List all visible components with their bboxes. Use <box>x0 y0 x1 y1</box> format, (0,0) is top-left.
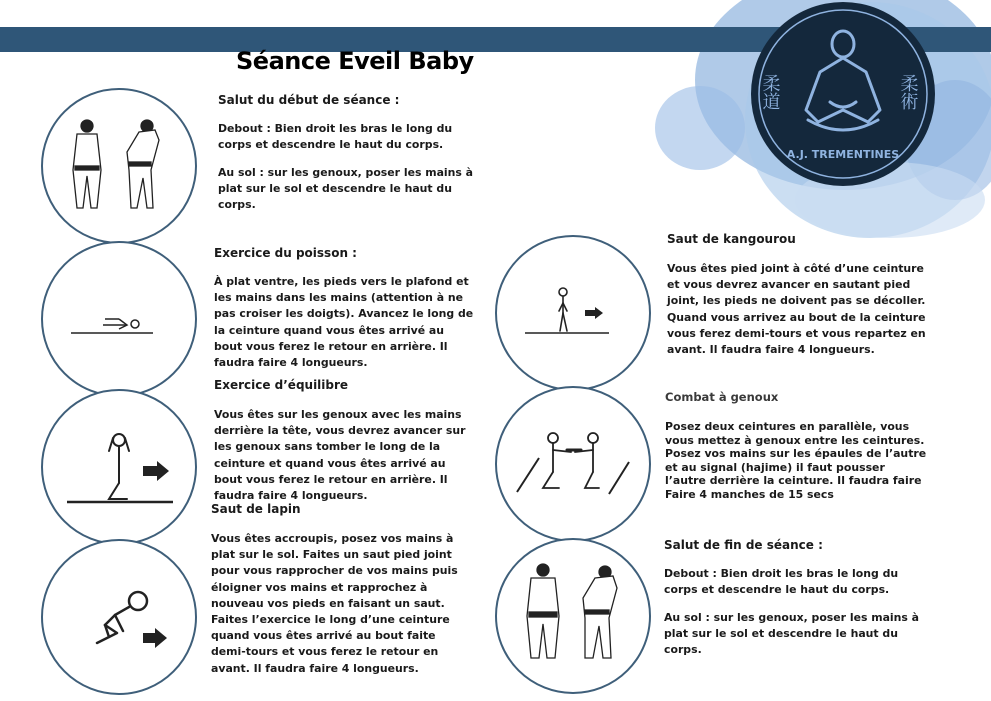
logo-club-name: A.J. TREMENTINES <box>786 148 900 161</box>
arrow-right-icon <box>143 461 169 481</box>
club-logo <box>748 2 938 186</box>
standing-judoka-icon <box>527 564 559 658</box>
heading-combat: Combat à genoux <box>665 390 779 404</box>
text-salut-debut-sol: Au sol : sur les genoux, poser les mains à plat sur le sol et descendre le haut du corps. <box>218 166 474 212</box>
illustration-salut-fin <box>495 538 651 694</box>
lying-figure-icon <box>103 319 139 329</box>
heading-lapin: Saut de lapin <box>211 502 301 516</box>
bowing-judoka-icon <box>583 566 617 658</box>
standing-figure-icon <box>559 288 567 331</box>
illustration-kangourou <box>495 235 651 391</box>
text-lapin: Vous êtes accroupis, posez vos mains à plat sur le sol. Faites un saut pied joint pour vous rapprocher de vos mains puis éloigner vos mains et rapprochez à nouveau vos pieds en faisant un saut. Faites l’exercice le long d’une ceinture quand vous êtes arrivé au bout faite demi-tours et vous ferez le retour en avant. Il faudra faire 4 longueurs. <box>211 532 458 675</box>
standing-judoka-icon <box>73 120 101 208</box>
bowing-judoka-icon <box>127 120 159 208</box>
illustration-equilibre <box>41 389 197 545</box>
text-kangourou: Vous êtes pied joint à côté d’une ceinture et vous devrez avancer en sautant pied joint, les pieds ne doivent pas se décoller. Quand vous arrivez au bout de la ceinture vous ferez demi-tours et vous repartez en avant. Il faudra faire 4 longueurs. <box>667 262 926 357</box>
page-title: Séance Eveil Baby <box>236 47 474 75</box>
text-combat: Posez deux ceintures en parallèle, vous vous mettez à genoux entre les ceintures. Posez vos mains sur les épaules de l’autre et au signal (hajime) il faut pousser l’autre derrière la ceinture. Il faudra faire Faire 4 manches de 15 secs <box>665 420 927 501</box>
arrow-right-icon <box>143 628 167 648</box>
text-salut-fin-debout: Debout : Bien droit les bras le long du corps et descendre le haut du corps. <box>664 567 899 597</box>
illustration-lapin <box>41 539 197 695</box>
kneeling-figure-icon <box>109 434 129 499</box>
kneeling-fighters-icon <box>543 433 599 488</box>
text-equilibre: Vous êtes sur les genoux avec les mains derrière la tête, vous devrez avancer sur les genoux sans tomber le long de la ceinture et quand vous êtes arrivé au bout vous ferez le retour en arrière. Il faudra faire 4 longueurs. <box>214 408 466 503</box>
illustration-salut-debut <box>41 88 197 244</box>
illustration-combat <box>495 386 651 542</box>
heading-salut-debut: Salut du début de séance : <box>218 93 400 107</box>
arrow-right-icon <box>585 307 603 319</box>
text-poisson: À plat ventre, les pieds vers le plafond et les mains dans les mains (attention à ne pas croiser les doigts). Avancez le long de la ceinture quand vous êtes arrivé au bout vous ferez le retour en arrière. Il faudra faire 4 longueurs. <box>214 275 474 370</box>
crouching-figure-icon <box>97 592 147 643</box>
logo-glyph-jujutsu: 柔術 <box>897 74 919 110</box>
logo-glyph-judo: 柔道 <box>759 74 781 110</box>
text-salut-debut-debout: Debout : Bien droit les bras le long du corps et descendre le haut du corps. <box>218 122 453 152</box>
heading-salut-fin: Salut de fin de séance : <box>664 538 823 552</box>
heading-kangourou: Saut de kangourou <box>667 232 796 246</box>
illustration-poisson <box>41 241 197 397</box>
text-salut-fin-sol: Au sol : sur les genoux, poser les mains à plat sur le sol et descendre le haut du corps. <box>664 611 920 657</box>
heading-equilibre: Exercice d’équilibre <box>214 378 349 392</box>
heading-poisson: Exercice du poisson : <box>214 246 357 260</box>
